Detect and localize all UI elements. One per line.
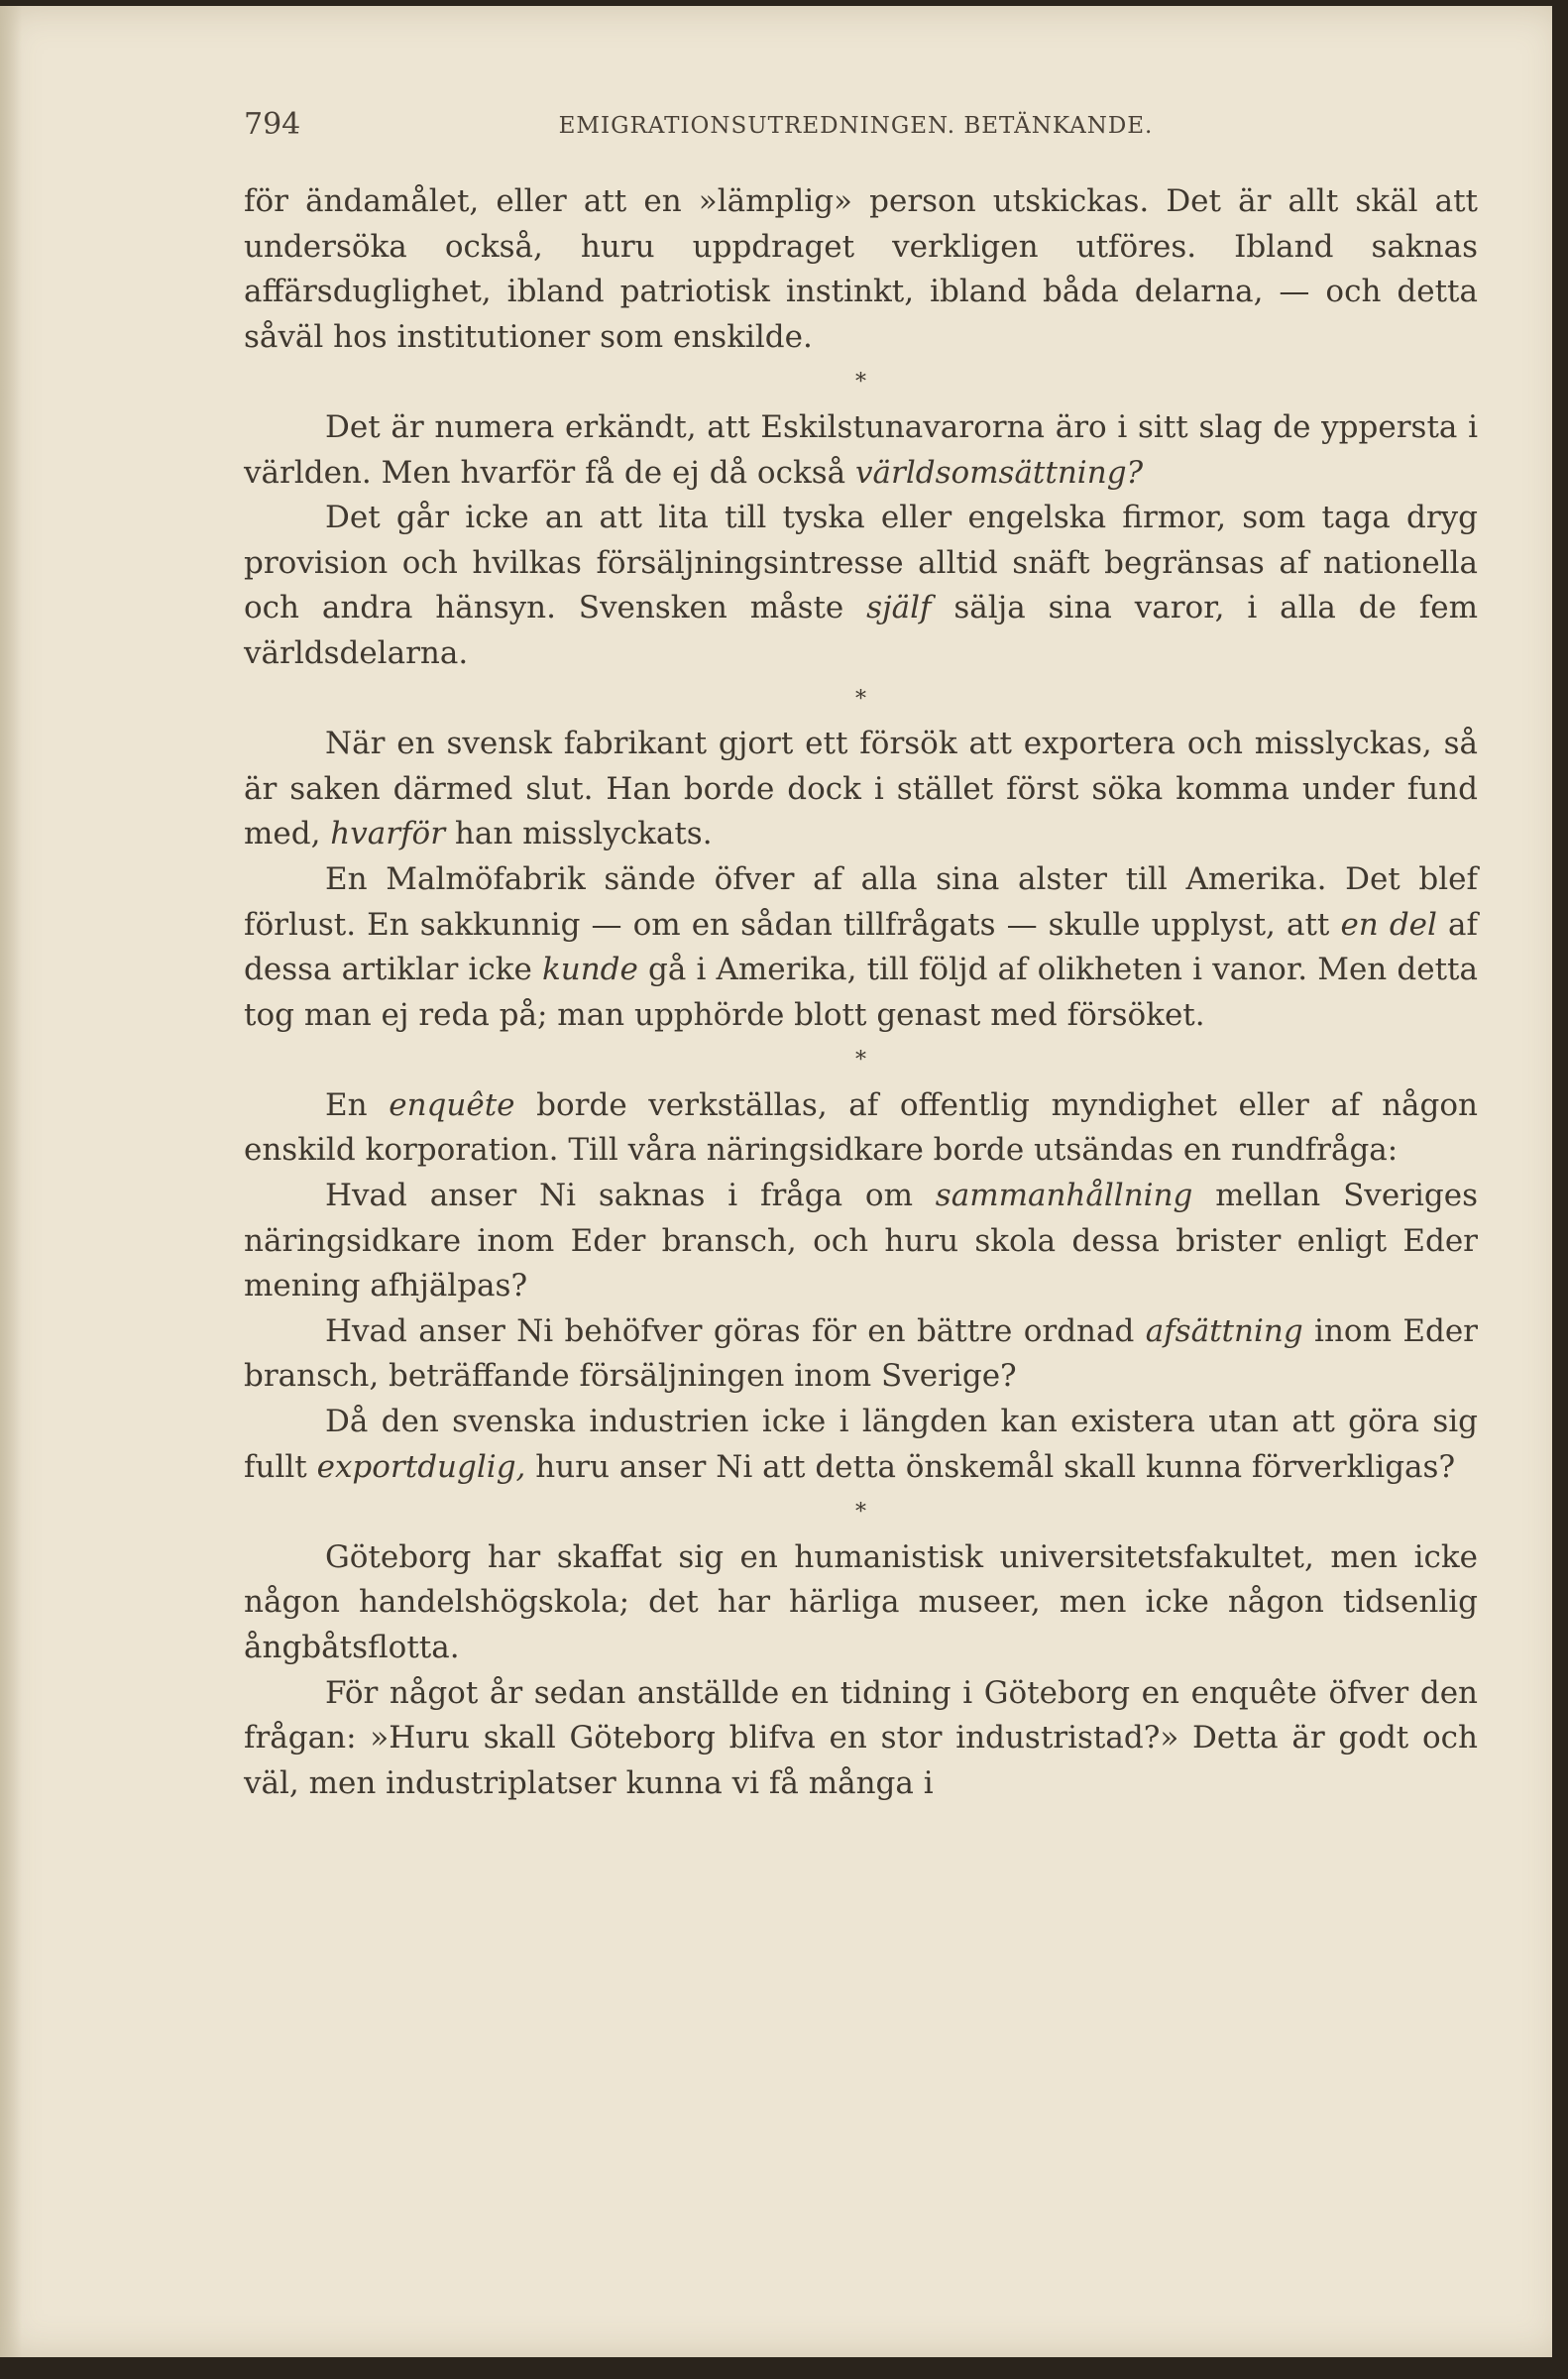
running-title: EMIGRATIONSUTREDNINGEN. BETÄNKANDE. [558, 113, 1154, 139]
paragraph [244, 722, 1478, 857]
text-run: Det går icke an att lita till tyska eller engelska firmor, som taga dryg provision och hvilkas försäljningsintresse alltid snäft begränsas af nationella och andra hänsyn. Svensken måste [244, 500, 1478, 626]
text-run: Hvad anser Ni saknas i fråga om [325, 1178, 936, 1214]
text-run: inom Eder bransch, beträffande försäljningen inom Sverige? [244, 1312, 1478, 1395]
text-run: mellan Sveriges näringsidkare inom Eder bransch, och huru skola dessa brister enligt Eder mening afhjälpas? [244, 1178, 1478, 1304]
paragraph [244, 1535, 1478, 1671]
italic-run: sammanhållning [935, 1178, 1193, 1214]
text-run: En [325, 1086, 390, 1123]
paragraph [244, 857, 1478, 1038]
text-run: huru anser Ni att detta önskemål skall kunna förverkligas? [525, 1448, 1456, 1485]
text-run: Då den svenska industrien icke i längden kan existera utan att göra sig fullt [244, 1404, 1478, 1485]
italic-run: världsomsättning? [855, 454, 1144, 491]
text-run: han misslyckats. [445, 816, 713, 852]
italic-run: exportduglig, [316, 1448, 526, 1485]
section-separator: * [855, 1500, 866, 1526]
paragraph [244, 1400, 1478, 1490]
book-page [0, 6, 1564, 2357]
section-separator: * [855, 686, 866, 712]
body-text [244, 179, 1478, 1806]
italic-run: afsättning [1145, 1312, 1303, 1349]
text-run: När en svensk fabrikant gjort ett försök att exportera och misslyckas, så är saken därmed slut. Han borde dock i stället först söka komma under fund med, [244, 726, 1478, 852]
section-separator: * [855, 1048, 866, 1074]
text-run: borde verkställas, af offentlig myndighet eller af någon enskild korporation. Till våra näringsidkare borde utsändas en rundfråga: [244, 1086, 1479, 1169]
text-run: Det är numera erkändt, att Eskilstunavarorna äro i sitt slag de yppersta i världen. Men hvarför få de ej då också [244, 408, 1478, 491]
italic-run: kunde [541, 952, 638, 988]
page-number: 794 [244, 107, 301, 142]
italic-run: hvarför [330, 816, 446, 852]
text-run: af dessa artiklar icke [244, 906, 1478, 988]
paragraph [244, 1309, 1478, 1400]
paragraph [244, 1174, 1478, 1309]
paragraph [244, 405, 1478, 496]
paragraph [244, 496, 1478, 676]
binding-edge [1552, 6, 1564, 2357]
text-run: För något år sedan anställde en tidning i Göteborg en enquête öfver den frågan: »Huru skall Göteborg blifva en stor industristad?» Detta är godt och väl, men industriplatser kunna vi få många i [244, 1674, 1478, 1801]
paragraph [244, 1083, 1478, 1174]
text-run: sälja sina varor, i alla de fem världsdelarna. [244, 590, 1478, 671]
italic-run: enquête [389, 1086, 515, 1123]
paragraph [244, 1671, 1478, 1807]
text-run: En Malmöfabrik sände öfver af alla sina alster till Amerika. Det blef förlust. En sakkunnig — om en sådan tillfrågats — skulle upplyst, att [244, 860, 1478, 943]
italic-run: själf [866, 590, 932, 626]
text-run: Hvad anser Ni behöfver göras för en bättre ordnad [325, 1312, 1146, 1349]
text-run: för ändamålet, eller att en »lämplig» person utskickas. Det är allt skäl att undersöka också, huru uppdraget verkligen utföres. Ibland saknas affärsduglighet, ibland patriotisk instinkt, ibland båda delarna, — och detta såväl hos institutioner som enskilde. [244, 183, 1478, 355]
text-run: gå i Amerika, till följd af olikheten i vanor. Men detta tog man ej reda på; man upphörde blott genast med försöket. [244, 952, 1478, 1033]
section-separator: * [855, 370, 866, 396]
page-header [244, 107, 1468, 147]
text-run: Göteborg har skaffat sig en humanistisk universitetsfakultet, men icke någon handelshögskola; det har härliga museer, men icke någon tidsenlig ångbåtsflotta. [244, 1538, 1478, 1665]
paragraph [244, 179, 1478, 360]
italic-run: en del [1340, 906, 1437, 943]
